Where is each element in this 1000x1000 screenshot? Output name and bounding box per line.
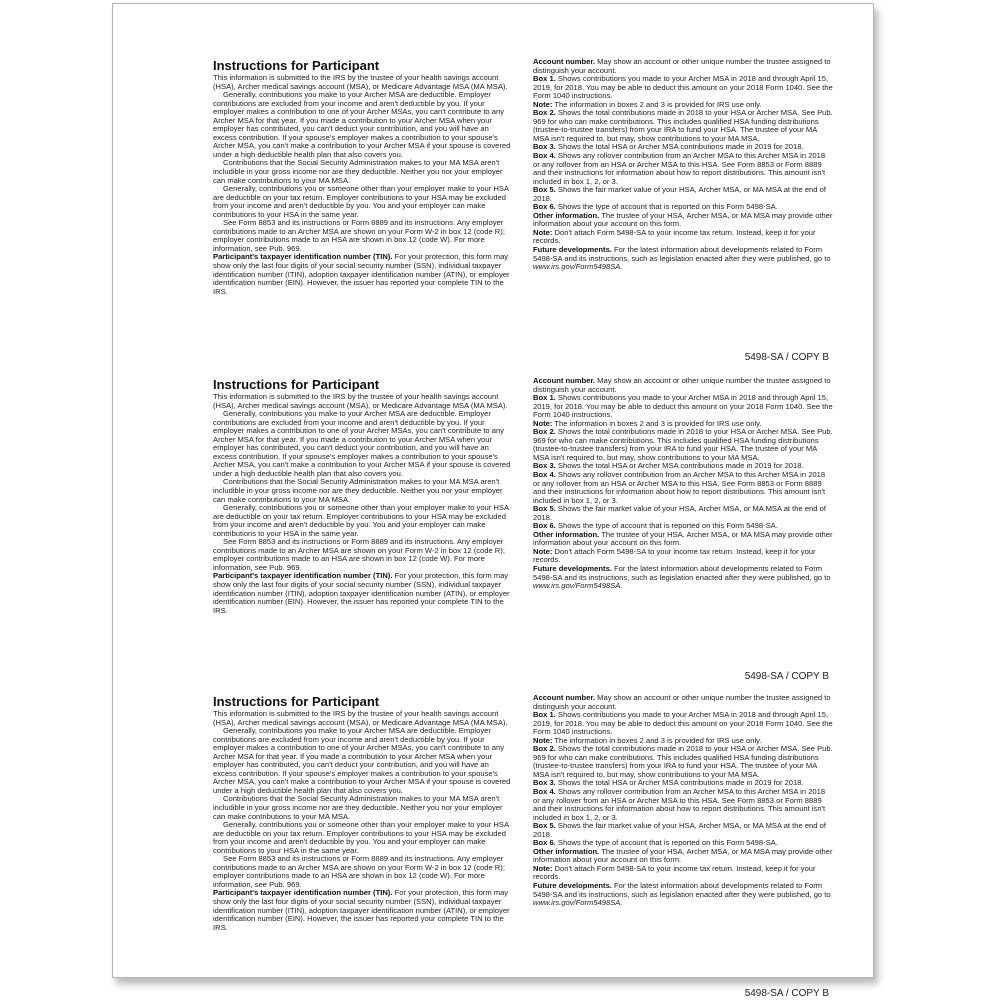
account-number-item (533, 377, 833, 394)
item-label: Future developments. (533, 564, 612, 574)
tin-paragraph (213, 889, 513, 932)
item-text: Shows the total contributions made in 2018 to your HSA or Archer MSA. See Pub. 969 for who can make contributions. This includes qualified HSA funding distributions (trustee-to-trustee transfers) from your IRA to fund your HSA. The trustee of your MA MSA isn't required to, but may, show contributions to your MA MSA. (533, 744, 833, 779)
item-label: Other information. (533, 210, 600, 220)
item-text: Shows the type of account that is reported on this Form 5498-SA. (557, 838, 778, 848)
box4-item (533, 471, 833, 505)
box1-item (533, 75, 833, 101)
item-text: Shows the total HSA or Archer MSA contributions made in 2019 for 2018. (557, 461, 804, 471)
item-text: For the latest information about developments related to Form 5498-SA and its instructions, such as legislation enacted after they were published, go to (533, 881, 831, 899)
item-label: Box 6. (533, 838, 556, 848)
tin-label: Participant's taxpayer identification number (TIN). (213, 571, 393, 581)
item-label: Box 3. (533, 778, 556, 788)
tin-label: Participant's taxpayer identification number (TIN). (213, 252, 393, 262)
paragraph: Contributions that the Social Security Administration makes to your MA MSA aren't includible in your gross income nor are they deductible. Neither you nor your employer can make contributions to your MA MSA. (213, 477, 503, 504)
item-text: The information in boxes 2 and 3 is provided for IRS use only. (554, 99, 762, 109)
item-text: Don't attach Form 5498-SA to your income tax return. Instead, keep it for your records. (533, 227, 816, 246)
right-column (533, 377, 833, 591)
item-label: Box 1. (533, 74, 556, 84)
item-text: Don't attach Form 5498-SA to your income tax return. Instead, keep it for your records. (533, 546, 816, 565)
note-item (533, 229, 833, 246)
item-text: Shows any rollover contribution from an Archer MSA to this Archer MSA in 2018 or any rollover from an HSA or Archer MSA to this HSA. See Form 8853 or Form 8889 and their instructions for information about how to report distributions. This amount isn't included in box 1, 2, or 3. (533, 151, 826, 186)
item-label: Box 4. (533, 787, 556, 797)
note-item (533, 865, 833, 882)
intro-paragraph: This information is submitted to the IRS by the trustee of your health savings account (HSA), Archer medical savings account (MSA), or Medicare Advantage MSA (MA MSA). (213, 392, 508, 410)
item-text: Shows contributions you made to your Archer MSA in 2018 and through April 15, 2019, for 2018. You may be able to deduct this amount on your 2018 Form 1040. See the Form 1040 instructions. (533, 74, 833, 101)
item-text: The information in boxes 2 and 3 is provided for IRS use only. (554, 418, 762, 428)
copy-label: 5498-SA / COPY B (744, 352, 829, 363)
item-label: Account number. (533, 57, 596, 66)
paragraph: Generally, contributions you make to your Archer MSA are deductible. Employer contributions are excluded from your income and aren't deductible by you. If your employer makes a contribution to one of your Archer MSAs, you can't contribute to any Archer MSA for that year. If you made a contribution to your Archer MSA when your employer has contributed, you can't deduct your contribution, and you will have an excess contribution. If your spouse's employer makes a contribution to your spouse's Archer MSA, you can't make a contribution to your Archer MSA if your spouse is covered under a high deductible health plan that also covers you. (213, 726, 511, 795)
future-developments-item (533, 565, 833, 591)
other-information-item (533, 531, 833, 548)
box5-item (533, 822, 833, 839)
box2-item (533, 745, 833, 779)
item-label: Note: (533, 546, 553, 556)
item-label: Other information. (533, 529, 600, 539)
paragraph: Contributions that the Social Security Administration makes to your MA MSA aren't includible in your gross income nor are they deductible. Neither you nor your employer can make contributions to your MA MSA. (213, 158, 503, 185)
right-column (533, 694, 833, 908)
account-number-item (533, 58, 833, 75)
item-label: Note: (533, 418, 553, 428)
irs-link[interactable]: www.irs.gov/Form5498SA. (533, 581, 623, 591)
intro-paragraph: This information is submitted to the IRS by the trustee of your health savings account (HSA), Archer medical savings account (MSA), or Medicare Advantage MSA (MA MSA). (213, 73, 508, 91)
item-label: Account number. (533, 693, 596, 702)
item-text: Shows the type of account that is reported on this Form 5498-SA. (557, 521, 778, 531)
left-column (213, 58, 513, 296)
box1-item (533, 711, 833, 737)
item-text: May show an account or other unique number the trustee assigned to distinguish your account. (533, 693, 831, 711)
item-label: Note: (533, 227, 553, 237)
irs-link[interactable]: www.irs.gov/Form5498SA. (533, 262, 623, 272)
item-text: The information in boxes 2 and 3 is provided for IRS use only. (554, 735, 762, 745)
paragraph: Generally, contributions you make to your Archer MSA are deductible. Employer contributions are excluded from your income and aren't deductible by you. If your employer makes a contribution to one of your Archer MSAs, you can't contribute to any Archer MSA for that year. If you made a contribution to your Archer MSA when your employer has contributed, you can't deduct your contribution, and you will have an excess contribution. If your spouse's employer makes a contribution to your spouse's Archer MSA, you can't make a contribution to your Archer MSA if your spouse is covered under a high deductible health plan that also covers you. (213, 409, 511, 478)
box2-item (533, 109, 833, 143)
item-label: Box 4. (533, 470, 556, 480)
item-text: For the latest information about developments related to Form 5498-SA and its instructions, such as legislation enacted after they were published, go to (533, 245, 831, 263)
tin-paragraph (213, 253, 513, 296)
item-text: May show an account or other unique number the trustee assigned to distinguish your account. (533, 376, 831, 394)
instructions-section (213, 377, 833, 682)
item-text: Shows any rollover contribution from an Archer MSA to this Archer MSA in 2018 or any rollover from an HSA or Archer MSA to this HSA. See Form 8853 or Form 8889 and their instructions for information about how to report distributions. This amount isn't included in box 1, 2, or 3. (533, 787, 826, 822)
item-text: Shows contributions you made to your Archer MSA in 2018 and through April 15, 2019, for 2018. You may be able to deduct this amount on your 2018 Form 1040. See the Form 1040 instructions. (533, 710, 833, 737)
other-information-item (533, 212, 833, 229)
item-text: Shows the fair market value of your HSA, Archer MSA, or MA MSA at the end of 2018. (533, 185, 826, 203)
paragraph: Generally, contributions you or someone other than your employer make to your HSA are deductible on your tax return. Employer contributions to your HSA may be excluded from your income and aren't deductible by you. You and your employer can make contributions to your HSA in the same year. (213, 820, 509, 855)
future-developments-item (533, 246, 833, 272)
note-item (533, 548, 833, 565)
paragraph: Generally, contributions you or someone other than your employer make to your HSA are deductible on your tax return. Employer contributions to your HSA may be excluded from your income and aren't deductible by you. You and your employer can make contributions to your HSA in the same year. (213, 503, 509, 538)
irs-link[interactable]: www.irs.gov/Form5498SA. (533, 898, 623, 908)
item-label: Box 3. (533, 142, 556, 152)
left-column (213, 377, 513, 615)
item-text: Shows the total contributions made in 2018 to your HSA or Archer MSA. See Pub. 969 for who can make contributions. This includes qualified HSA funding distributions (trustee-to-trustee transfers) from your IRA to fund your HSA. The trustee of your MA MSA isn't required to, but may, show contributions to your MA MSA. (533, 108, 833, 143)
item-label: Box 5. (533, 821, 556, 831)
item-label: Box 1. (533, 393, 556, 403)
item-text: The trustee of your HSA, Archer MSA, or MA MSA may provide other information about your account on this form. (533, 529, 833, 548)
item-text: The trustee of your HSA, Archer MSA, or MA MSA may provide other information about your account on this form. (533, 210, 833, 229)
item-label: Box 6. (533, 521, 556, 531)
item-text: The trustee of your HSA, Archer MSA, or MA MSA may provide other information about your account on this form. (533, 846, 833, 865)
copy-label: 5498-SA / COPY B (744, 988, 829, 999)
left-column (213, 694, 513, 932)
item-text: Shows the total HSA or Archer MSA contributions made in 2019 for 2018. (557, 778, 804, 788)
item-label: Account number. (533, 376, 596, 385)
item-label: Box 2. (533, 108, 556, 118)
box4-item (533, 152, 833, 186)
item-label: Box 6. (533, 202, 556, 212)
paragraph: See Form 8853 and its instructions or Form 8889 and its instructions. Any employer contributions made to an Archer MSA are shown on your Form W-2 in box 12 (code R); employer contributions made to an HSA are shown in box 12 (code W). For more information, see Pub. 969. (213, 537, 505, 572)
tin-label: Participant's taxpayer identification number (TIN). (213, 888, 393, 898)
tin-paragraph (213, 572, 513, 615)
tin-text: For your protection, this form may show only the last four digits of your social security number (SSN), individual taxpayer identification number (ITIN), adoption taxpayer identification number (ATIN), or employer identification number (EIN). However, the issuer has reported your complete TIN to the IRS. (213, 252, 510, 296)
item-label: Box 5. (533, 185, 556, 195)
item-label: Box 4. (533, 151, 556, 161)
section-title: Instructions for Participant (213, 377, 380, 392)
item-label: Box 2. (533, 427, 556, 437)
item-label: Box 1. (533, 710, 556, 720)
item-text: Shows the total HSA or Archer MSA contributions made in 2019 for 2018. (557, 142, 804, 152)
item-label: Note: (533, 735, 553, 745)
paragraph: See Form 8853 and its instructions or Form 8889 and its instructions. Any employer contributions made to an Archer MSA are shown on your Form W-2 in box 12 (code R); employer contributions made to an HSA are shown in box 12 (code W). For more information, see Pub. 969. (213, 854, 505, 889)
item-text: May show an account or other unique number the trustee assigned to distinguish your account. (533, 57, 831, 75)
form-sheet (112, 3, 874, 999)
box5-item (533, 505, 833, 522)
right-column (533, 58, 833, 272)
item-label: Note: (533, 99, 553, 109)
item-text: Shows any rollover contribution from an Archer MSA to this Archer MSA in 2018 or any rollover from an HSA or Archer MSA to this HSA. See Form 8853 or Form 8889 and their instructions for information about how to report distributions. This amount isn't included in box 1, 2, or 3. (533, 470, 826, 505)
section-title: Instructions for Participant (213, 58, 380, 73)
section-title: Instructions for Participant (213, 694, 380, 709)
item-label: Future developments. (533, 245, 612, 255)
instructions-section (213, 694, 833, 999)
item-text: Shows the fair market value of your HSA, Archer MSA, or MA MSA at the end of 2018. (533, 821, 826, 839)
item-text: For the latest information about developments related to Form 5498-SA and its instructions, such as legislation enacted after they were published, go to (533, 564, 831, 582)
paragraph: Generally, contributions you make to your Archer MSA are deductible. Employer contributions are excluded from your income and aren't deductible by you. If your employer makes a contribution to one of your Archer MSAs, you can't contribute to any Archer MSA for that year. If you made a contribution to your Archer MSA when your employer has contributed, you can't deduct your contribution, and you will have an excess contribution. If your spouse's employer makes a contribution to your spouse's Archer MSA, you can't make a contribution to your Archer MSA if your spouse is covered under a high deductible health plan that also covers you. (213, 90, 511, 159)
item-label: Future developments. (533, 881, 612, 891)
box1-item (533, 394, 833, 420)
box5-item (533, 186, 833, 203)
paragraph: See Form 8853 and its instructions or Form 8889 and its instructions. Any employer contributions made to an Archer MSA are shown on your Form W-2 in box 12 (code R); employer contributions made to an HSA are shown in box 12 (code W). For more information, see Pub. 969. (213, 218, 505, 253)
box4-item (533, 788, 833, 822)
box2-item (533, 428, 833, 462)
item-text: Shows the fair market value of your HSA, Archer MSA, or MA MSA at the end of 2018. (533, 504, 826, 522)
paragraph: Contributions that the Social Security Administration makes to your MA MSA aren't includible in your gross income nor are they deductible. Neither you nor your employer can make contributions to your MA MSA. (213, 794, 503, 821)
item-text: Shows the type of account that is reported on this Form 5498-SA. (557, 202, 778, 212)
instructions-section (213, 58, 833, 363)
tin-text: For your protection, this form may show only the last four digits of your social security number (SSN), individual taxpayer identification number (ITIN), adoption taxpayer identification number (ATIN), or employer identification number (EIN). However, the issuer has reported your complete TIN to the IRS. (213, 888, 510, 932)
item-label: Box 3. (533, 461, 556, 471)
other-information-item (533, 848, 833, 865)
item-label: Note: (533, 863, 553, 873)
item-text: Shows contributions you made to your Archer MSA in 2018 and through April 15, 2019, for 2018. You may be able to deduct this amount on your 2018 Form 1040. See the Form 1040 instructions. (533, 393, 833, 420)
intro-paragraph: This information is submitted to the IRS by the trustee of your health savings account (HSA), Archer medical savings account (MSA), or Medicare Advantage MSA (MA MSA). (213, 709, 508, 727)
item-label: Box 5. (533, 504, 556, 514)
tin-text: For your protection, this form may show only the last four digits of your social security number (SSN), individual taxpayer identification number (ITIN), adoption taxpayer identification number (ATIN), or employer identification number (EIN). However, the issuer has reported your complete TIN to the IRS. (213, 571, 510, 615)
paragraph: Generally, contributions you or someone other than your employer make to your HSA are deductible on your tax return. Employer contributions to your HSA may be excluded from your income and aren't deductible by you. You and your employer can make contributions to your HSA in the same year. (213, 184, 509, 219)
item-text: Shows the total contributions made in 2018 to your HSA or Archer MSA. See Pub. 969 for who can make contributions. This includes qualified HSA funding distributions (trustee-to-trustee transfers) from your IRA to fund your HSA. The trustee of your MA MSA isn't required to, but may, show contributions to your MA MSA. (533, 427, 833, 462)
future-developments-item (533, 882, 833, 908)
item-label: Other information. (533, 846, 600, 856)
item-text: Don't attach Form 5498-SA to your income tax return. Instead, keep it for your records. (533, 863, 816, 882)
item-label: Box 2. (533, 744, 556, 754)
copy-label: 5498-SA / COPY B (744, 671, 829, 682)
account-number-item (533, 694, 833, 711)
